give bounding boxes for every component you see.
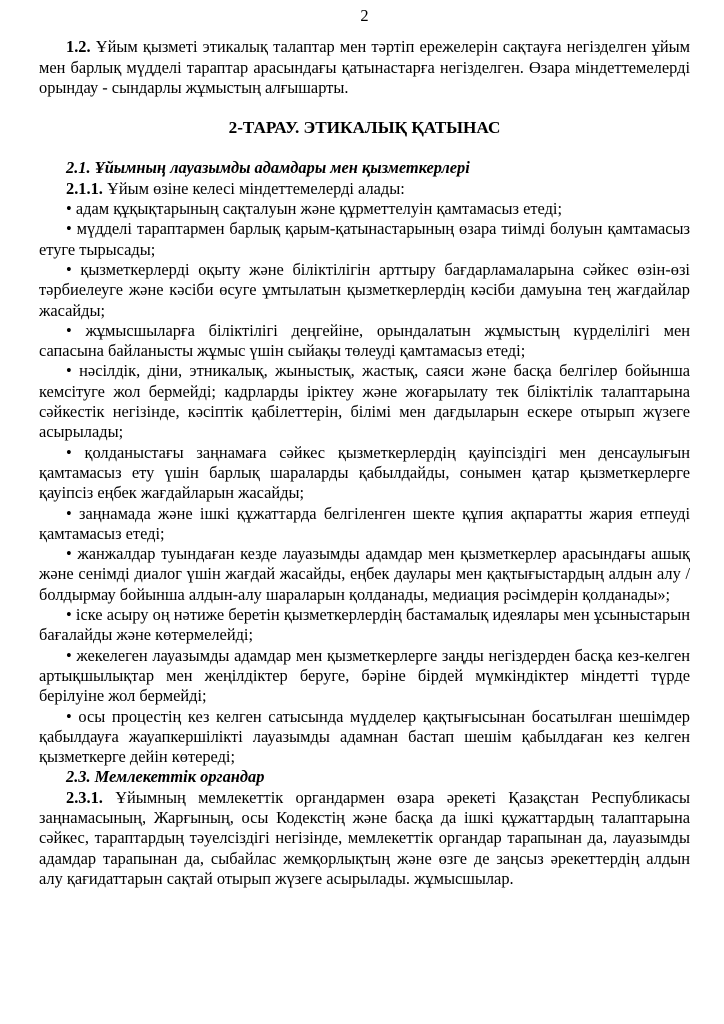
bullet-item-9: • іске асыру оң нәтиже беретін қызметкерлердің бастамалық идеялары мен ұсыныстарын бағалайды және көтермелейді; — [39, 605, 690, 645]
bullet-item-8: • жанжалдар туындаған кезде лауазымды адамдар мен қызметкерлер арасындағы ашық және сенімді диалог үшін жағдай жасайды, еңбек даулары мен қақтығыстардың алдын алу / болдырмау бойынша алдын-алу шараларын қолданады, медиация рәсімдерін қолданады»; — [39, 544, 690, 604]
paragraph-2-1-1 — [39, 179, 690, 199]
chapter-heading: 2-ТАРАУ. ЭТИКАЛЫҚ ҚАТЫНАС — [228, 118, 501, 138]
paragraph-1-2 — [39, 37, 690, 98]
paragraph-2-1-1-number: 2.1.1. — [66, 178, 103, 198]
bullet-item-4: • жұмысшыларға біліктілігі деңгейіне, орындалатын жұмыстың күрделілігі мен сапасына байланысты жұмыс үшін сыйақы төлеуді қамтамасыз етеді; — [39, 320, 690, 361]
page-number: 2 — [360, 6, 369, 25]
bullet-item-10: • жекелеген лауазымды адамдар мен қызметкерлерге заңды негіздерден басқа кез-келген артықшылықтар мен жеңілдіктер беруге, бәріне бірдей мүмкіндіктер міндетті түрде берілуіне жол бермейді; — [39, 645, 690, 706]
paragraph-2-1-1-text: Ұйым өзіне келесі міндеттемелерді алады: — [107, 178, 405, 198]
paragraph-2-3-1 — [39, 788, 690, 889]
bullet-item-3: • қызметкерлерді оқыту және біліктілігін арттыру бағдарламаларына сәйкес өзін-өзі тәрбиелеуге және кәсіби өсуге ұмтылатын қызметкерлердің кәсіби дамуына тең жағдайлар жасайды; — [39, 259, 690, 320]
bullet-item-6: • қолданыстағы заңнамаға сәйкес қызметкерлердің қауіпсіздігі мен денсаулығын қамтамасыз ету үшін барлық шараларды қабылдайды, сонымен қатар қызметкерлерге қауіпсіз еңбек жағдайларын жасайды; — [39, 442, 690, 503]
bullet-item-5: • нәсілдік, діни, этникалық, жыныстық, жастық, саяси және басқа белгілер бойынша кемсітуге жол бермейді; кадрларды іріктеу және жоғарылату тек біліктілік талаптарына сәйкестік негізінде, кәсіптік қабілеттерін, білімі мен дағдыларын ескере отырып жүзеге асырылады; — [39, 361, 690, 442]
section-heading-2-1: 2.1. Ұйымның лауазымды адамдары мен қызметкерлері — [66, 158, 470, 178]
section-heading-2-3: 2.3. Мемлекеттік органдар — [66, 767, 265, 787]
bullet-item-11: • осы процестің кез келген сатысында мүдделер қақтығысынан босатылған шешімдер қабылдауға жауапкершілікті лауазымды адамнан бастап шешім қабылдаған кез келген қызметкерге дейін көтереді; — [39, 706, 690, 767]
bullet-item-1: • адам құқықтарының сақталуын және құрметтелуін қамтамасыз етеді; — [66, 199, 563, 219]
bullet-item-2: • мүдделі тараптармен барлық қарым-қатынастарының өзара тиімді болуын қамтамасыз етуге тырысады; — [39, 219, 690, 259]
paragraph-2-3-1-number: 2.3.1. — [66, 787, 103, 807]
bullet-item-7: • заңнамада және ішкі құжаттарда белгіленген шекте құпия ақпаратты жария етпеуді қамтамасыз етеді; — [39, 503, 690, 543]
paragraph-2-3-1-text: Ұйымның мемлекеттік органдармен өзара әрекеті Қазақстан Республикасы заңнамасының, Жарғының, осы Кодекстің және басқа да ішкі құжаттардың талаптарына сәйкес, тараптардың тәуелсіздігі негізінде, мемлекеттік органдар тарапынан да, лауазымды адамдар тарапынан да, сыбайлас жемқорлықтың және өзге де заңсыз әрекеттердің алдын алу қағидаттарын сақтай отырып жүзеге асырылады. жұмысшылар. — [39, 787, 690, 888]
paragraph-1-2-number: 1.2. — [66, 37, 91, 57]
paragraph-1-2-text: Ұйым қызметі этикалық талаптар мен тәртіп ережелерін сақтауға негізделген ұйым мен барлық мүдделі тараптар арасындағы қатынастарға негізделген. Өзара міндеттемелерді орындау - сындарлы жұмыстың алғышарты. — [39, 37, 690, 97]
